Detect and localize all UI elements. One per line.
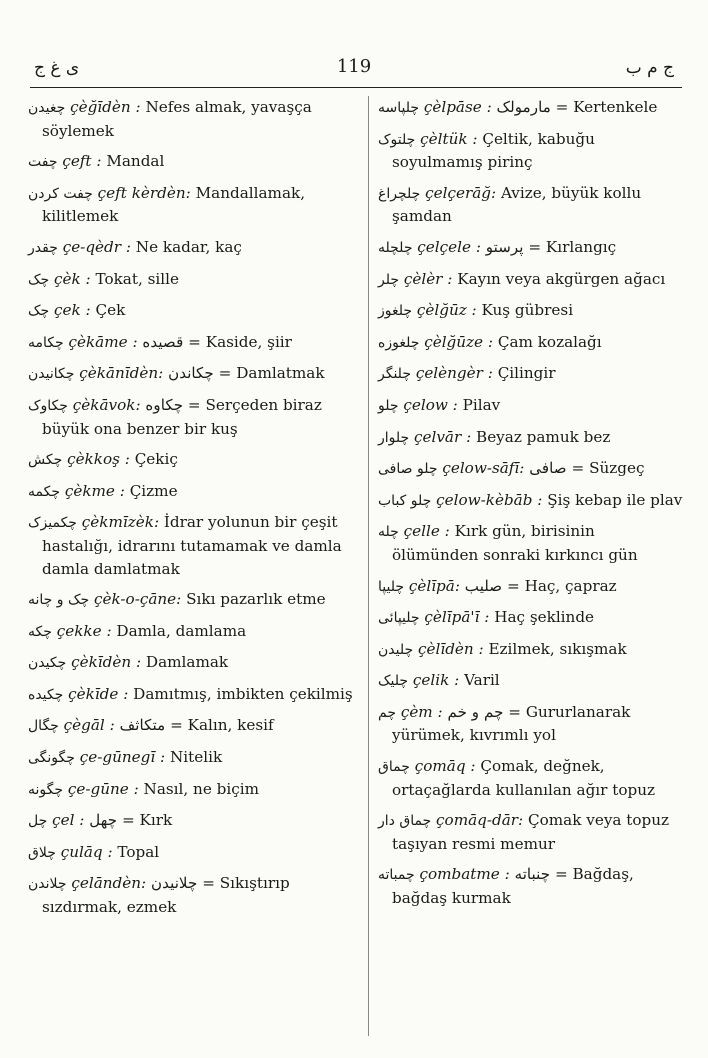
dictionary-entry: [378, 809, 684, 855]
entry-definition: Nefes almak, yavaşça söylemek: [42, 98, 312, 140]
entry-definition: Şiş kebap ile plav: [547, 490, 683, 509]
entry-definition: مارمولک = Kertenkele: [496, 98, 658, 116]
entry-transliteration: çèm :: [400, 702, 443, 721]
entry-transliteration: çe-gūnegī :: [79, 748, 166, 767]
entry-headword-arabic: چلغوزه: [378, 334, 420, 351]
entry-headword-arabic: چکمیزک: [28, 515, 77, 532]
entry-definition: Çam kozalağı: [497, 332, 602, 351]
entry-transliteration: çèkāme :: [68, 332, 138, 351]
entry-definition: چلانیدن = Sıkıştırıp sızdırmak, ezmek: [42, 874, 290, 917]
entry-transliteration: çelle :: [403, 522, 450, 541]
entry-transliteration: çèkīdèn :: [71, 653, 142, 672]
entry-headword-arabic: چگونگی: [28, 750, 75, 767]
entry-definition: چنباته = Bağdaş, bağdaş kurmak: [392, 865, 634, 908]
dictionary-entry: [28, 362, 358, 386]
dictionary-entry: [28, 511, 358, 580]
entry-headword-arabic: چماق دار: [378, 813, 432, 830]
dictionary-entry: [378, 268, 684, 292]
dictionary-entry: [378, 394, 684, 418]
dictionary-entry: [378, 236, 684, 260]
entry-definition: متکاثف = Kalın, kesif: [119, 716, 274, 735]
dictionary-entry: [28, 448, 358, 472]
entry-transliteration: çèkānīdèn:: [79, 364, 164, 383]
entry-transliteration: çèkmīzèk:: [81, 513, 160, 532]
entry-transliteration: çomāq :: [414, 757, 476, 776]
page-header: [0, 54, 708, 84]
entry-definition: Çek: [95, 301, 126, 320]
entry-definition: Çomak, değnek, ortaçağlarda kullanılan ağır topuz: [392, 757, 656, 799]
entry-headword-arabic: چقدر: [28, 239, 58, 256]
dictionary-entry: [28, 331, 358, 355]
dictionary-entry: [28, 683, 358, 707]
header-letters-left: ى غ ج: [34, 58, 80, 78]
entry-definition: Mandallamak, kilitlemek: [42, 183, 306, 226]
entry-transliteration: çèlğūz :: [416, 301, 477, 320]
dictionary-entry: [378, 575, 684, 599]
dictionary-entry: [28, 746, 358, 770]
entry-definition: Kırk gün, birisinin ölümünden sonraki kırkıncı gün: [392, 522, 638, 564]
entry-definition: Kuş gübresi: [481, 301, 574, 320]
entry-headword-arabic: چلیدن: [378, 641, 414, 658]
entry-definition: Kayın veya akgürgen ağacı: [457, 269, 666, 288]
dictionary-entry: [28, 96, 358, 142]
entry-transliteration: çel :: [52, 811, 85, 830]
entry-transliteration: çelow-sāfī:: [442, 459, 525, 478]
dictionary-entry: [28, 651, 358, 675]
entry-headword-arabic: چلغوز: [378, 303, 413, 320]
entry-transliteration: çelow-kèbāb :: [436, 490, 543, 509]
dictionary-entry: [378, 426, 684, 450]
entry-transliteration: çèkme :: [64, 481, 125, 500]
entry-headword-arabic: چلو: [378, 397, 399, 414]
entry-headword-arabic: چمباته: [378, 867, 415, 884]
entry-transliteration: çelāndèn:: [71, 874, 147, 893]
dictionary-entry: [28, 872, 358, 918]
entry-headword-arabic: چکانیدن: [28, 366, 75, 383]
entry-headword-arabic: چکاوک: [28, 397, 68, 414]
dictionary-entry: [378, 96, 684, 120]
entry-transliteration: çèkīde :: [68, 684, 129, 703]
entry-transliteration: çèk :: [54, 269, 91, 288]
dictionary-entry: [28, 480, 358, 504]
dictionary-entry: [28, 588, 358, 612]
entry-headword-arabic: چلتوک: [378, 131, 416, 148]
header-rule: [30, 87, 682, 88]
entry-definition: Damıtmış, imbikten çekilmiş: [133, 684, 353, 703]
entry-headword-arabic: چکیدن: [28, 655, 67, 672]
entry-headword-arabic: چلو کباب: [378, 492, 432, 509]
right-column: [378, 96, 684, 918]
entry-definition: Nitelik: [170, 748, 223, 767]
entry-definition: Ezilmek, sıkışmak: [488, 639, 627, 658]
entry-headword-arabic: چلوار: [378, 429, 410, 446]
entry-headword-arabic: چم: [378, 704, 396, 721]
entry-definition: Pilav: [462, 395, 501, 414]
dictionary-entry: [378, 182, 684, 228]
entry-transliteration: çelow :: [403, 395, 458, 414]
entry-definition: Mandal: [106, 152, 165, 171]
entry-transliteration: çèlèr :: [403, 269, 453, 288]
entry-definition: چهل = Kırk: [89, 811, 173, 830]
entry-definition: Nasıl, ne biçim: [143, 779, 259, 798]
entry-headword-arabic: چلیپائی: [378, 610, 420, 627]
dictionary-entry: [28, 150, 358, 174]
entry-transliteration: çulāq :: [60, 842, 113, 861]
dictionary-entry: [378, 638, 684, 662]
dictionary-entry: [378, 755, 684, 801]
entry-definition: Avize, büyük kollu şamdan: [392, 183, 642, 226]
entry-headword-arabic: چکیده: [28, 686, 64, 703]
entry-headword-arabic: چک و چانه: [28, 592, 90, 609]
entry-definition: صلیب = Haç, çapraz: [464, 576, 617, 595]
entry-transliteration: çèlğūze :: [424, 332, 493, 351]
entry-transliteration: çekke :: [56, 621, 112, 640]
dictionary-entry: [28, 182, 358, 228]
entry-headword-arabic: چلاندن: [28, 876, 67, 893]
entry-transliteration: çelçerāğ:: [425, 183, 497, 202]
left-column: [28, 96, 358, 927]
dictionary-entry: [28, 394, 358, 440]
entry-headword-arabic: چکامه: [28, 334, 64, 351]
entry-headword-arabic: چلو صافی: [378, 461, 438, 478]
entry-transliteration: çek :: [54, 301, 91, 320]
entry-headword-arabic: چلچراغ: [378, 185, 421, 202]
entry-definition: Çekiç: [134, 450, 178, 469]
dictionary-entry: [378, 520, 684, 566]
entry-transliteration: çelvār :: [414, 427, 472, 446]
entry-headword-arabic: چلیپا: [378, 578, 405, 595]
entry-definition: چکاندن = Damlatmak: [168, 364, 325, 383]
entry-definition: Haç şeklinde: [494, 608, 595, 627]
entry-definition: چکاوه = Serçeden biraz büyük ona benzer bir kuş: [42, 395, 322, 438]
entry-headword-arabic: چک: [28, 271, 50, 288]
entry-definition: Tokat, sille: [95, 269, 179, 288]
dictionary-entry: [28, 809, 358, 833]
dictionary-entry: [378, 331, 684, 355]
entry-definition: İdrar yolunun bir çeşit hastalığı, idrarını tutamamak ve damla damla damlatmak: [42, 513, 342, 578]
dictionary-entry: [378, 489, 684, 513]
entry-headword-arabic: چلر: [378, 271, 400, 288]
entry-headword-arabic: چلاق: [28, 844, 56, 861]
entry-transliteration: çeft kèrdèn:: [97, 183, 191, 202]
entry-definition: Çomak veya topuz taşıyan resmi memur: [392, 811, 670, 853]
page-number: 119: [336, 56, 372, 77]
entry-definition: Beyaz pamuk bez: [476, 427, 611, 446]
entry-definition: Sıkı pazarlık etme: [186, 590, 326, 609]
entry-definition: Damlamak: [145, 653, 229, 672]
entry-transliteration: çe-gūne :: [67, 779, 139, 798]
entry-definition: Çilingir: [497, 364, 556, 383]
entry-definition: Ne kadar, kaç: [135, 237, 242, 256]
entry-transliteration: çèkkoş :: [67, 450, 130, 469]
entry-transliteration: çelèngèr :: [415, 364, 493, 383]
dictionary-entry: [378, 669, 684, 693]
header-letters-right: ج م ب: [625, 58, 674, 78]
entry-transliteration: çègāl :: [63, 716, 115, 735]
dictionary-entry: [378, 457, 684, 481]
entry-headword-arabic: چفت: [28, 154, 58, 171]
entry-definition: پرستو = Kırlangıç: [485, 237, 617, 256]
entry-headword-arabic: چل: [28, 813, 48, 830]
entry-headword-arabic: چلیک: [378, 673, 409, 690]
entry-headword-arabic: چکمه: [28, 483, 60, 500]
entry-definition: Topal: [117, 842, 160, 861]
entry-transliteration: çèlpāse :: [423, 98, 492, 116]
entry-transliteration: çeft :: [62, 152, 102, 171]
entry-transliteration: çèğīdèn :: [70, 98, 141, 116]
entry-headword-arabic: چفت کردن: [28, 185, 93, 202]
entry-transliteration: çèlīpā'ī :: [424, 608, 490, 627]
dictionary-entry: [378, 128, 684, 174]
column-divider: [368, 96, 369, 1036]
entry-headword-arabic: چکه: [28, 623, 52, 640]
entry-transliteration: çèkāvok:: [72, 395, 141, 414]
dictionary-entry: [28, 268, 358, 292]
entry-headword-arabic: چگال: [28, 718, 59, 735]
entry-headword-arabic: چلپاسه: [378, 100, 420, 116]
dictionary-entry: [378, 362, 684, 386]
entry-headword-arabic: چله: [378, 524, 399, 541]
entry-transliteration: çelik :: [412, 671, 460, 690]
entry-headword-arabic: چگونه: [28, 781, 64, 798]
entry-headword-arabic: چلچله: [378, 239, 413, 256]
entry-headword-arabic: چغیدن: [28, 100, 66, 116]
entry-definition: قصیده = Kaside, şiir: [142, 332, 292, 351]
entry-definition: Çeltik, kabuğu soyulmamış pirinç: [392, 129, 595, 172]
entry-transliteration: çombatme :: [419, 865, 510, 884]
entry-definition: Varil: [464, 671, 500, 690]
entry-headword-arabic: چکش: [28, 452, 63, 469]
dictionary-entry: [28, 620, 358, 644]
entry-definition: چم و خم = Gururlanarak yürümek, kıvrımlı yol: [392, 702, 631, 745]
dictionary-entry: [378, 701, 684, 747]
dictionary-entry: [28, 778, 358, 802]
dictionary-entry: [378, 863, 684, 909]
entry-transliteration: çèlīdèn :: [417, 639, 484, 658]
dictionary-entry: [28, 299, 358, 323]
dictionary-entry: [28, 236, 358, 260]
dictionary-entry: [28, 841, 358, 865]
entry-transliteration: çèk-o-çāne:: [94, 590, 182, 609]
entry-definition: Çizme: [129, 481, 178, 500]
entry-headword-arabic: چک: [28, 303, 50, 320]
dictionary-entry: [378, 606, 684, 630]
entry-transliteration: çèltük :: [420, 129, 478, 148]
entry-definition: Damla, damlama: [116, 621, 247, 640]
dictionary-entry: [28, 714, 358, 738]
entry-transliteration: çe-qèdr :: [62, 237, 131, 256]
dictionary-entry: [378, 299, 684, 323]
entry-headword-arabic: چماق: [378, 759, 410, 776]
entry-definition: صافی = Süzgeç: [529, 459, 645, 478]
entry-transliteration: çomāq-dār:: [436, 811, 524, 830]
entry-transliteration: çèlīpā:: [408, 576, 460, 595]
entry-headword-arabic: چلنگر: [378, 366, 411, 383]
entry-transliteration: çelçele :: [417, 237, 481, 256]
